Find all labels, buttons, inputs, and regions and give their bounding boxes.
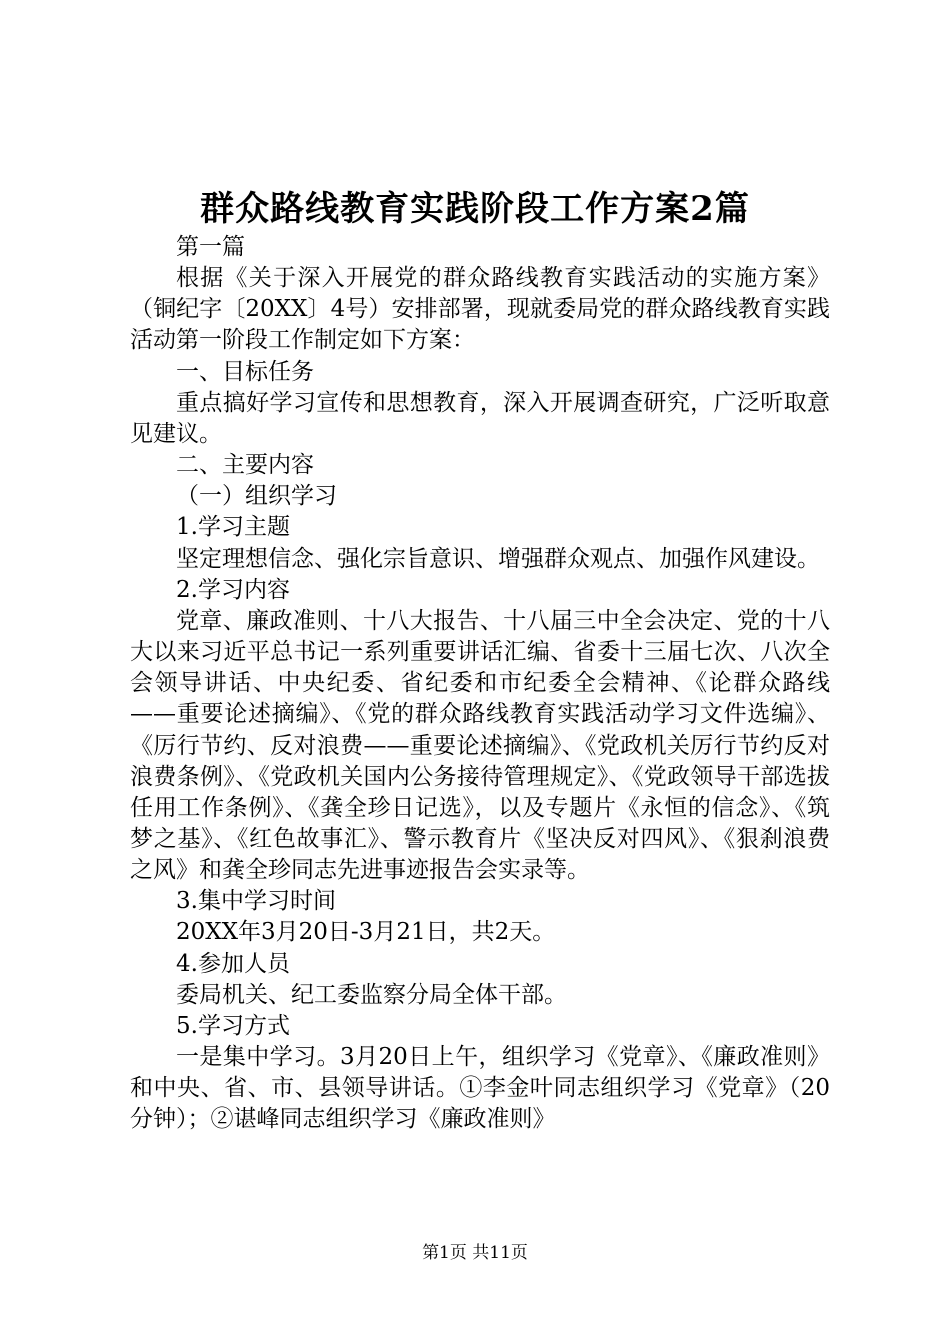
- paragraph: 坚定理想信念、强化宗旨意识、增强群众观点、加强作风建设。: [176, 545, 820, 572]
- document-body: [130, 232, 830, 1136]
- document-title: 群众路线教育实践阶段工作方案2篇: [200, 189, 750, 229]
- paragraph: 重点搞好学习宣传和思想教育，深入开展调查研究，广泛听取意见建议。: [130, 389, 830, 447]
- paragraph: 5.学习方式: [176, 1012, 290, 1039]
- paragraph: 委局机关、纪工委监察分局全体干部。: [176, 981, 567, 1008]
- paragraph: 二、主要内容: [176, 452, 314, 479]
- paragraph: 2.学习内容: [176, 576, 290, 603]
- paragraph: 党章、廉政准则、十八大报告、十八届三中全会决定、党的十八大以来习近平总书记一系列重要讲话汇编、省委十三届七次、八次全会领导讲话、中央纪委、省纪委和市纪委全会精神、《论群众路线——重要论述摘编》、《党的群众路线教育实践活动学习文件选编》、《厉行节约、反对浪费——重要论述摘编》、《党政机关厉行节约反对浪费条例》、《党政机关国内公务接待管理规定》、《党政领导干部选拔任用工作条例》、《龚全珍日记选》，以及专题片《永恒的信念》、《筑梦之基》、《红色故事汇》、警示教育片《坚决反对四风》、《狠刹浪费之风》和龚全珍同志先进事迹报告会实录等。: [130, 607, 830, 884]
- page-number: 第1页 共11页: [422, 1243, 528, 1263]
- paragraph: 第一篇: [176, 234, 245, 260]
- paragraph: 根据《关于深入开展党的群众路线教育实践活动的实施方案》（铜纪字〔20XX〕4号）安排部署，现就委局党的群众路线教育实践活动第一阶段工作制定如下方案：: [130, 265, 830, 354]
- paragraph: 1.学习主题: [176, 514, 290, 541]
- paragraph: 一、目标任务: [176, 358, 314, 385]
- paragraph: 3.集中学习时间: [176, 888, 336, 915]
- paragraph: 4.参加人员: [176, 950, 290, 977]
- paragraph: 20XX年3月20日-3月21日，共2天。: [176, 919, 556, 946]
- paragraph: 一是集中学习。3月20日上午，组织学习《党章》、《廉政准则》和中央、省、市、县领导讲话。①李金叶同志组织学习《党章》（20分钟）；②谌峰同志组织学习《廉政准则》: [130, 1044, 830, 1133]
- paragraph: （一）组织学习: [176, 483, 337, 510]
